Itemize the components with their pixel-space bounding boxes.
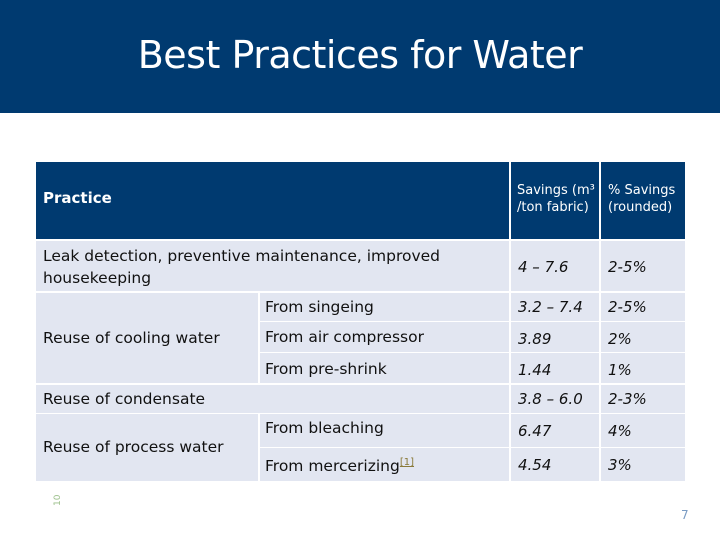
page-number: 7 bbox=[681, 508, 689, 522]
row-condensate-pct: 2-3% bbox=[608, 390, 647, 408]
row-leak-label-line1: Leak detection, preventive maintenance, improved bbox=[43, 247, 441, 265]
header-practice: Practice bbox=[43, 189, 112, 207]
grid-line bbox=[258, 352, 685, 353]
row-leak-label-line2: housekeeping bbox=[43, 269, 152, 287]
row-cooling-sub-savings: 3.89 bbox=[518, 330, 552, 348]
row-process-sub-label bbox=[265, 452, 414, 477]
row-leak-pct: 2-5% bbox=[608, 258, 647, 276]
row-cooling-sub-pct: 1% bbox=[608, 361, 632, 379]
header-savings-line2: /ton fabric) bbox=[517, 200, 589, 215]
row-process-sub-pct: 3% bbox=[608, 456, 632, 474]
water-practices-table bbox=[36, 162, 685, 481]
grid-line bbox=[36, 383, 685, 385]
row-cooling-label: Reuse of cooling water bbox=[43, 329, 220, 347]
grid-line bbox=[36, 291, 685, 293]
footnote-link[interactable]: [1] bbox=[399, 457, 415, 468]
row-cooling-sub-pct: 2-5% bbox=[608, 298, 647, 316]
row-process-sub-savings: 6.47 bbox=[518, 422, 552, 440]
grid-line bbox=[36, 239, 685, 241]
row-process-sub-text: From mercerizing bbox=[265, 457, 400, 476]
side-mark: 10 bbox=[53, 494, 63, 506]
row-cooling-sub-label: From air compressor bbox=[265, 328, 424, 346]
grid-line bbox=[36, 413, 685, 414]
row-process-sub-pct: 4% bbox=[608, 422, 632, 440]
row-process-sub-label: From bleaching bbox=[265, 419, 384, 437]
row-cooling-sub-label: From pre-shrink bbox=[265, 360, 387, 378]
slide-title: Best Practices for Water bbox=[137, 33, 583, 77]
header-pct bbox=[608, 182, 675, 216]
header-pct-line1: % Savings bbox=[608, 183, 676, 198]
row-process-label: Reuse of process water bbox=[43, 438, 224, 456]
row-cooling-sub-label: From singeing bbox=[265, 298, 374, 316]
row-cooling-sub-savings: 3.2 – 7.4 bbox=[518, 298, 583, 316]
row-cooling-sub-savings: 1.44 bbox=[518, 361, 552, 379]
header-savings-line1: Savings (m³ bbox=[517, 183, 595, 198]
header-pct-line2: (rounded) bbox=[608, 200, 673, 215]
grid-line bbox=[258, 447, 685, 448]
header-savings bbox=[517, 182, 595, 216]
row-cooling-sub-pct: 2% bbox=[608, 330, 632, 348]
grid-line bbox=[258, 291, 260, 384]
row-condensate-savings: 3.8 – 6.0 bbox=[518, 390, 583, 408]
row-leak-savings: 4 – 7.6 bbox=[518, 258, 569, 276]
grid-line bbox=[258, 321, 685, 322]
row-condensate-label: Reuse of condensate bbox=[43, 390, 206, 408]
row-process-sub-savings: 4.54 bbox=[518, 456, 552, 474]
